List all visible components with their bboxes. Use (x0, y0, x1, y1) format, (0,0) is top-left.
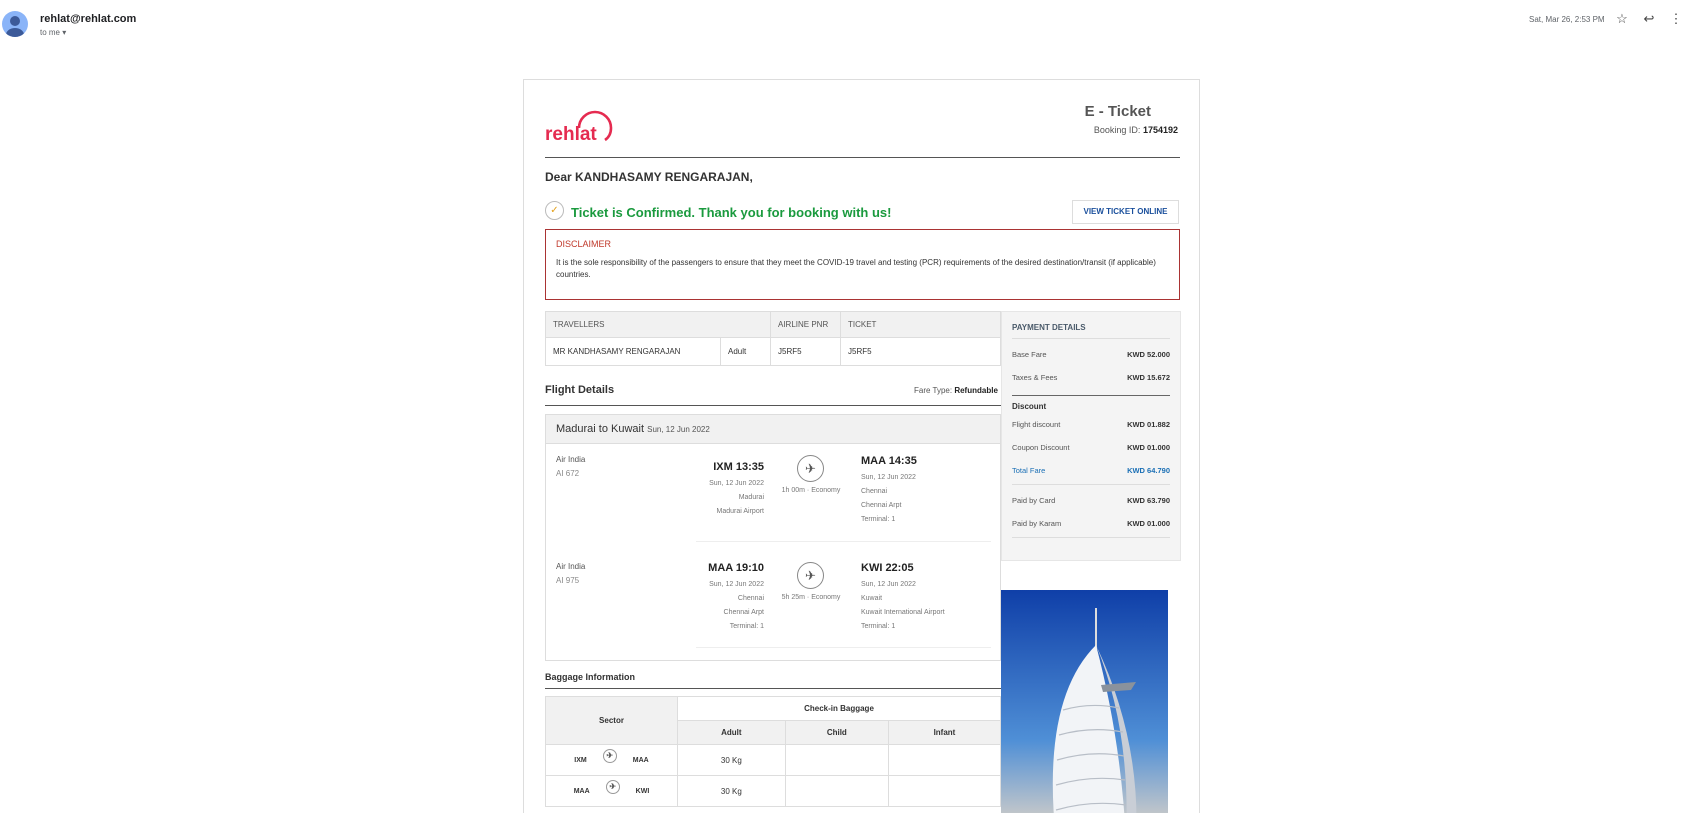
arrival-city: Chennai (861, 488, 888, 495)
departure (709, 461, 764, 519)
sector-to: MAA (632, 756, 649, 764)
paid-by-karam-label: Paid by Karam (1012, 519, 1062, 528)
eticket-email-body (523, 79, 1200, 813)
arrival-time: KWI 22:05 (861, 562, 914, 574)
departure-date: Sun, 12 Jun 2022 (709, 480, 764, 487)
email-date: Sat, Mar 26, 2:53 PM (1529, 15, 1605, 24)
divider (1012, 484, 1170, 485)
sector-to: KWI (635, 787, 650, 795)
baggage-child (785, 745, 888, 776)
divider (1012, 537, 1170, 538)
star-icon[interactable]: ☆ (1616, 11, 1628, 26)
fare-type (914, 386, 998, 395)
flight-discount-row (1012, 413, 1170, 436)
flight-number: AI 672 (556, 469, 580, 478)
header-infant: Infant (888, 721, 1000, 745)
paid-by-card-value: KWD 63.790 (1127, 496, 1170, 505)
divider (545, 688, 1001, 689)
airplane-icon: ✈ (797, 562, 824, 589)
baggage-sector (546, 745, 678, 776)
flight-number: AI 975 (556, 576, 580, 585)
recipient-dropdown[interactable] (40, 28, 66, 37)
rehlat-logo[interactable] (545, 100, 617, 144)
header-ticket: TICKET (841, 312, 1001, 338)
paid-by-card-row (1012, 489, 1170, 512)
baggage-infant (888, 776, 1000, 807)
paid-by-karam-value: KWD 01.000 (1127, 519, 1170, 528)
baggage-title: Baggage Information (545, 672, 636, 682)
departure-date: Sun, 12 Jun 2022 (709, 581, 764, 588)
coupon-discount-label: Coupon Discount (1012, 443, 1070, 452)
header-sector: Sector (546, 697, 678, 745)
baggage-adult: 30 Kg (678, 776, 786, 807)
more-vert-icon[interactable]: ⋮ (1669, 11, 1683, 26)
total-fare-label: Total Fare (1012, 466, 1046, 475)
fare-type-label: Fare Type: (914, 386, 953, 395)
fare-type-value: Refundable (954, 386, 998, 395)
traveller-type: Adult (721, 338, 771, 366)
departure-terminal: Terminal: 1 (729, 623, 764, 630)
sender-email[interactable]: rehlat@rehlat.com (40, 13, 137, 25)
departure-time: IXM 13:35 (713, 461, 764, 473)
traveller-name: MR KANDHASAMY RENGARAJAN (546, 338, 721, 366)
divider (545, 157, 1180, 158)
departure-city: Chennai (737, 595, 764, 602)
ticket-number: J5RF5 (841, 338, 1001, 366)
baggage-adult: 30 Kg (678, 745, 786, 776)
route-date: Sun, 12 Jun 2022 (647, 425, 710, 434)
arrival (861, 455, 917, 527)
flight-duration: 1h 00m · Economy (781, 487, 841, 494)
greeting: Dear KANDHASAMY RENGARAJAN, (545, 170, 753, 184)
arrival-time: MAA 14:35 (861, 455, 917, 467)
taxes-row (1012, 366, 1170, 389)
caret-down-icon: ▾ (62, 28, 67, 37)
flight-segment (546, 445, 1000, 541)
disclaimer-box (545, 229, 1180, 300)
paid-by-card-label: Paid by Card (1012, 496, 1056, 505)
arrival-terminal: Terminal: 1 (861, 623, 896, 630)
airline-name: Air India (556, 455, 586, 464)
arrival (861, 562, 945, 634)
baggage-sector (546, 776, 678, 807)
payment-details-panel (1001, 311, 1181, 561)
header-checkin-baggage: Check-in Baggage (678, 697, 1001, 721)
booking-id-value: 1754192 (1142, 125, 1178, 135)
departure-airport: Chennai Arpt (723, 609, 764, 616)
arrival-airport: Kuwait International Airport (861, 609, 945, 616)
coupon-discount-row (1012, 436, 1170, 459)
departure-city: Madurai (738, 494, 764, 501)
disclaimer-title: DISCLAIMER (556, 239, 612, 249)
table-row (546, 776, 1001, 807)
sector-from: IXM (574, 756, 587, 764)
airplane-icon: ✈ (606, 780, 620, 794)
disclaimer-text: It is the sole responsibility of the passengers to ensure that they meet the COVID-19 travel and testing (PCR) requirements of the desired destination/transit (if applicable) countries. (556, 258, 1156, 279)
base-fare-value: KWD 52.000 (1127, 350, 1170, 359)
booking-id-label: Booking ID: (1093, 125, 1141, 135)
arrival-city: Kuwait (861, 595, 883, 602)
flight-duration: 5h 25m · Economy (781, 594, 841, 601)
flight-discount-label: Flight discount (1012, 420, 1061, 429)
divider (545, 405, 1001, 406)
departure (708, 562, 764, 634)
coupon-discount-value: KWD 01.000 (1127, 443, 1170, 452)
payment-title: PAYMENT DETAILS (1012, 323, 1170, 339)
recipient-label: to me (40, 28, 61, 37)
checkmark-icon: ✓ (545, 201, 564, 220)
arrival-airport: Chennai Arpt (861, 502, 902, 509)
airline-pnr: J5RF5 (771, 338, 841, 366)
sector-from: MAA (573, 787, 590, 795)
baggage-table (545, 696, 1001, 807)
baggage-infant (888, 745, 1000, 776)
total-fare-value: KWD 64.790 (1127, 466, 1170, 475)
arrival-date: Sun, 12 Jun 2022 (861, 474, 916, 481)
travellers-table (545, 311, 1001, 366)
taxes-value: KWD 15.672 (1127, 373, 1170, 382)
arrival-terminal: Terminal: 1 (861, 516, 896, 523)
segment-divider (696, 541, 991, 542)
confirmation-message: Ticket is Confirmed. Thank you for booking with us! (571, 205, 892, 220)
baggage-child (785, 776, 888, 807)
reply-icon[interactable]: ↩ (1643, 11, 1655, 26)
email-header (0, 0, 1692, 50)
airplane-icon: ✈ (603, 749, 617, 763)
discount-heading: Discount (1012, 395, 1170, 409)
base-fare-row (1012, 343, 1170, 366)
eticket-title: E - Ticket (1084, 103, 1151, 120)
departure-airport: Madurai Airport (716, 508, 764, 515)
base-fare-label: Base Fare (1012, 350, 1047, 359)
route-header (546, 415, 1000, 444)
route-name: Madurai to Kuwait (556, 423, 645, 435)
table-row (546, 745, 1001, 776)
logo-text: rehlat (545, 124, 597, 144)
flight-segment (546, 552, 1000, 648)
header-child: Child (785, 721, 888, 745)
segment-divider (696, 647, 991, 648)
table-row (546, 338, 1001, 366)
promo-image[interactable] (1001, 590, 1168, 813)
flight-itinerary (545, 414, 1001, 661)
view-ticket-online-button[interactable]: VIEW TICKET ONLINE (1072, 200, 1179, 224)
airline-name: Air India (556, 562, 586, 571)
paid-by-karam-row (1012, 512, 1170, 535)
departure-time: MAA 19:10 (708, 562, 764, 574)
header-airline-pnr: AIRLINE PNR (771, 312, 841, 338)
flight-details-title: Flight Details (545, 384, 615, 396)
header-adult: Adult (678, 721, 786, 745)
airplane-icon: ✈ (797, 455, 824, 482)
total-fare-row (1012, 459, 1170, 482)
sender-avatar[interactable] (2, 11, 28, 37)
booking-id (1094, 125, 1178, 135)
header-travellers: TRAVELLERS (546, 312, 771, 338)
flight-discount-value: KWD 01.882 (1127, 420, 1170, 429)
taxes-label: Taxes & Fees (1012, 373, 1058, 382)
arrival-date: Sun, 12 Jun 2022 (861, 581, 916, 588)
